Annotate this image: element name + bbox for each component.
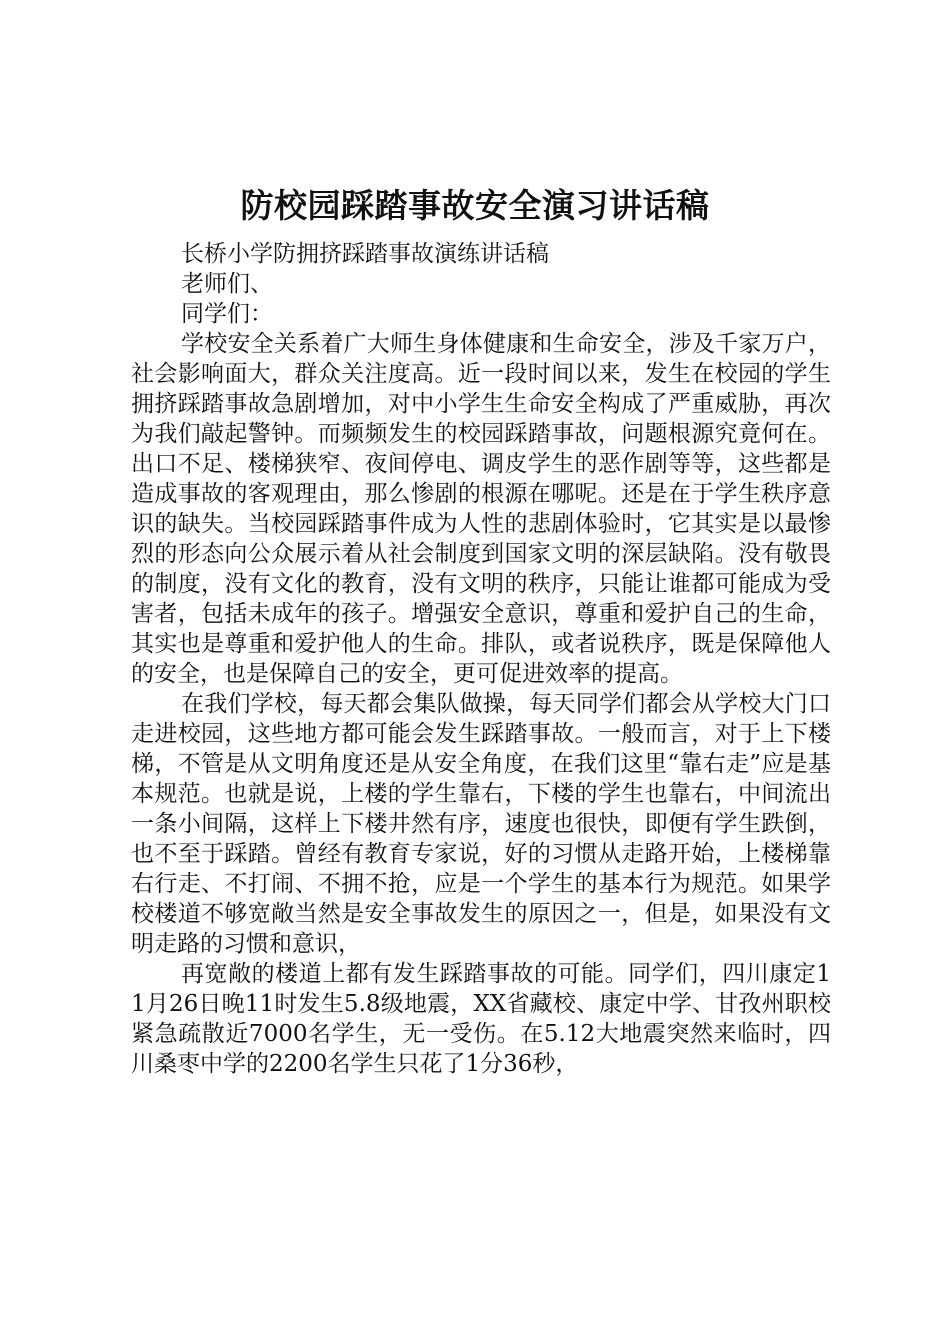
document-title: 防校园踩踏事故安全演习讲话稿 [240, 186, 710, 225]
paragraph-3: 再宽敞的楼道上都有发生踩踏事故的可能。同学们，四川康定11月26日晚11时发生5.8级地震，XX省藏校、康定中学、甘孜州职校紧急疏散近7000名学生，无一受伤。在5.12大地震突然来临时，四川桑枣中学的2200名学生只花了1分36秒， [131, 961, 831, 1077]
document-body [131, 239, 831, 1079]
subtitle-line: 长桥小学防拥挤踩踏事故演练讲话稿 [181, 241, 549, 267]
salutation-teachers: 老师们、 [181, 271, 273, 297]
paragraph-1: 学校安全关系着广大师生身体健康和生命安全，涉及千家万户，社会影响面大，群众关注度高。近一段时间以来，发生在校园的学生拥挤踩踏事故急剧增加，对中小学生生命安全构成了严重威胁，再次为我们敲起警钟。而频频发生的校园踩踏事故，问题根源究竟何在。出口不足、楼梯狭窄、夜间停电、调皮学生的恶作剧等等，这些都是造成事故的客观理由，那么惨剧的根源在哪呢。还是在于学生秩序意识的缺失。当校园踩踏事件成为人性的悲剧体验时，它其实是以最惨烈的形态向公众展示着从社会制度到国家文明的深层缺陷。没有敬畏的制度，没有文化的教育，没有文明的秩序，只能让谁都可能成为受害者，包括未成年的孩子。增强安全意识，尊重和爱护自己的生命，其实也是尊重和爱护他人的生命。排队，或者说秩序，既是保障他人的安全，也是保障自己的安全，更可促进效率的提高。 [131, 331, 831, 687]
paragraph-2: 在我们学校，每天都会集队做操，每天同学们都会从学校大门口走进校园，这些地方都可能会发生踩踏事故。一般而言，对于上下楼梯，不管是从文明角度还是从安全角度，在我们这里“靠右走”应是基本规范。也就是说，上楼的学生靠右，下楼的学生也靠右，中间流出一条小间隔，这样上下楼井然有序，速度也很快，即便有学生跌倒，也不至于踩踏。曾经有教育专家说，好的习惯从走路开始，上楼梯靠右行走、不打闹、不拥不抢，应是一个学生的基本行为规范。如果学校楼道不够宽敞当然是安全事故发生的原因之一，但是，如果没有文明走路的习惯和意识， [131, 691, 831, 957]
salutation-students: 同学们： [181, 301, 273, 327]
